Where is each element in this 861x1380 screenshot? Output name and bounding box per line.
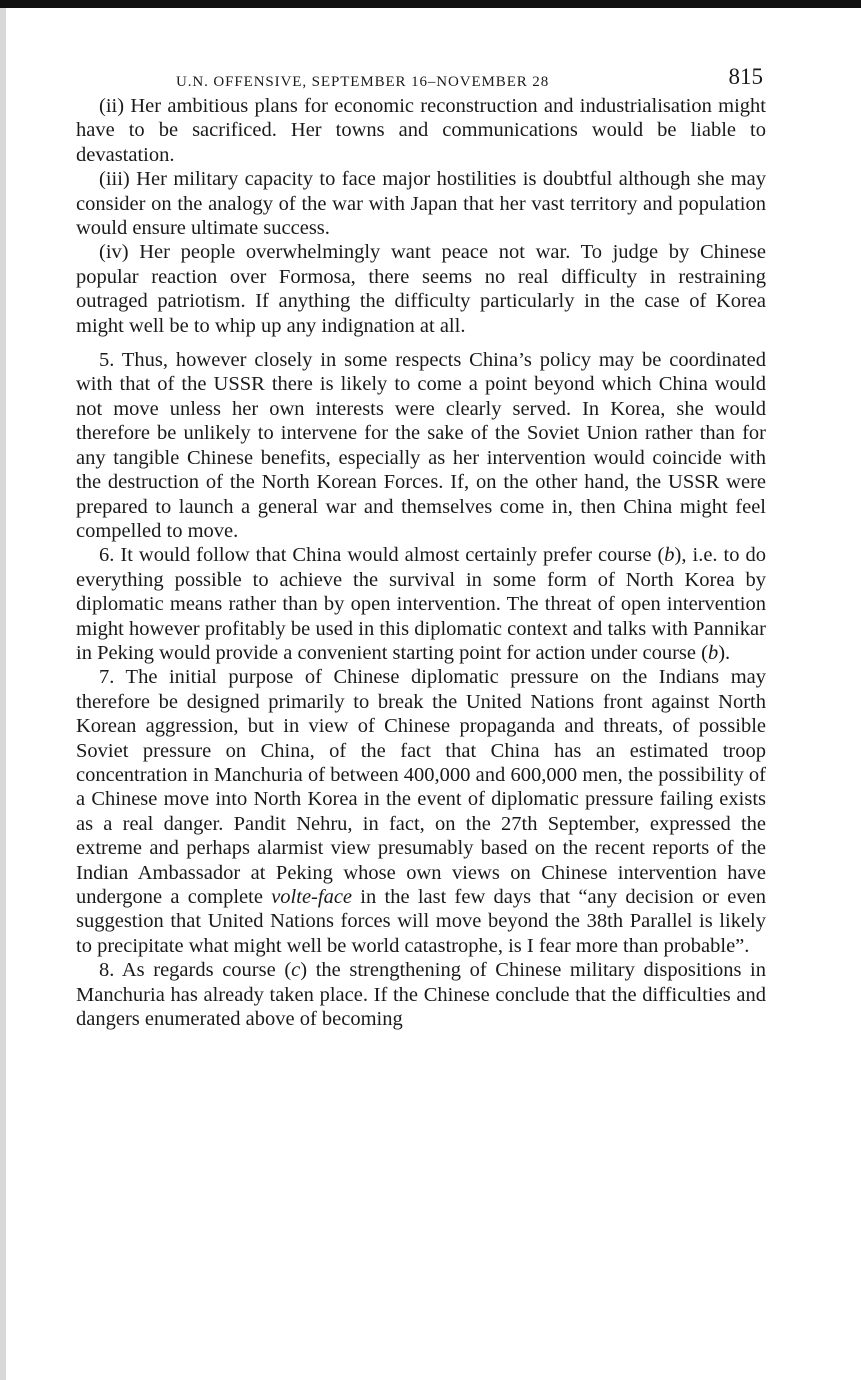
scan-top-edge <box>0 0 861 8</box>
paragraph-7-part-2: in the last few days that “any decision or even suggestion that United Nations forces will move beyond the 38th Parallel is likely to precipitate what might well be world catastrophe, is I fear more than probable”. <box>76 886 767 957</box>
paragraph-6-part-2: ), i.e. to do everything possible to achieve the survival in some form of North Korea by diplomatic means rather than by open intervention. The threat of open intervention might however profitably be used in this diplomatic context and talks with Pannikar in Peking would provide a convenient starting point for action under course ( <box>76 544 766 664</box>
paragraph-7-part-1: 7. The initial purpose of Chinese diplomatic pressure on the Indians may therefore be designed primarily to break the United Nations front against North Korean aggression, but in view of Chinese propaganda and threats, of possible Soviet pressure on China, of the fact that China has an estimated troop concentration in Manchuria of between 400,000 and 600,000 men, the possibility of a Chinese move into North Korea in the event of diplomatic pressure failing exists as a real danger. Pandit Nehru, in fact, on the 27th September, expressed the extreme and perhaps alarmist view presumably based on the recent reports of the Indian Ambassador at Peking whose own views on Chinese intervention have undergone a complete <box>76 666 766 908</box>
paragraph-8 <box>76 958 766 1031</box>
paragraph-6-part-1: 6. It would follow that China would almost certainly prefer course ( <box>99 544 665 567</box>
course-b-label: b <box>664 544 675 567</box>
paragraph-6 <box>76 543 766 665</box>
paragraph-iv: (iv) Her people overwhelmingly want peace not war. To judge by Chinese popular reaction over Formosa, there seems no real difficulty in restraining outraged patriotism. If anything the difficulty particularly in the case of Korea might well be to whip up any indignation at all. <box>76 241 766 337</box>
document-page <box>76 62 766 1031</box>
running-head <box>76 62 766 94</box>
volte-face-term: volte-face <box>271 886 353 908</box>
paragraph-iii: (iii) Her military capacity to face major hostilities is doubtful although she may consider on the analogy of the war with Japan that her vast territory and population would ensure ultimate success. <box>76 168 766 240</box>
paragraph-gap <box>76 338 766 348</box>
page-number: 815 <box>728 64 763 89</box>
paragraph-5: 5. Thus, however closely in some respects China’s policy may be coordinated with that of the USSR there is likely to come a point beyond which China would not move unless her own interests were clearly served. In Korea, she would therefore be unlikely to intervene for the sake of the Soviet Union rather than for any tangible Chinese benefits, especially as her intervention would coincide with the destruction of the North Korean Forces. If, on the other hand, the USSR were prepared to launch a general war and themselves come in, then China might feel compelled to move. <box>76 349 766 542</box>
course-c-label: c <box>291 959 301 982</box>
paragraph-ii: (ii) Her ambitious plans for economic reconstruction and industrialisation might have to be sacrificed. Her towns and communications would be liable to devastation. <box>76 95 766 166</box>
paragraph-6-part-3: ). <box>718 641 731 664</box>
scan-left-edge <box>0 8 6 1380</box>
course-b-label-2: b <box>707 641 719 664</box>
paragraph-8-part-1: 8. As regards course ( <box>99 959 292 982</box>
running-title: U.N. OFFENSIVE, SEPTEMBER 16–NOVEMBER 28 <box>176 74 550 90</box>
paragraph-7 <box>76 665 766 958</box>
paragraph-8-part-2: ) the strengthening of Chinese military dispositions in Manchuria has already taken place. If the Chinese conclude that the difficulties and dangers enumerated above of becoming <box>76 959 766 1031</box>
